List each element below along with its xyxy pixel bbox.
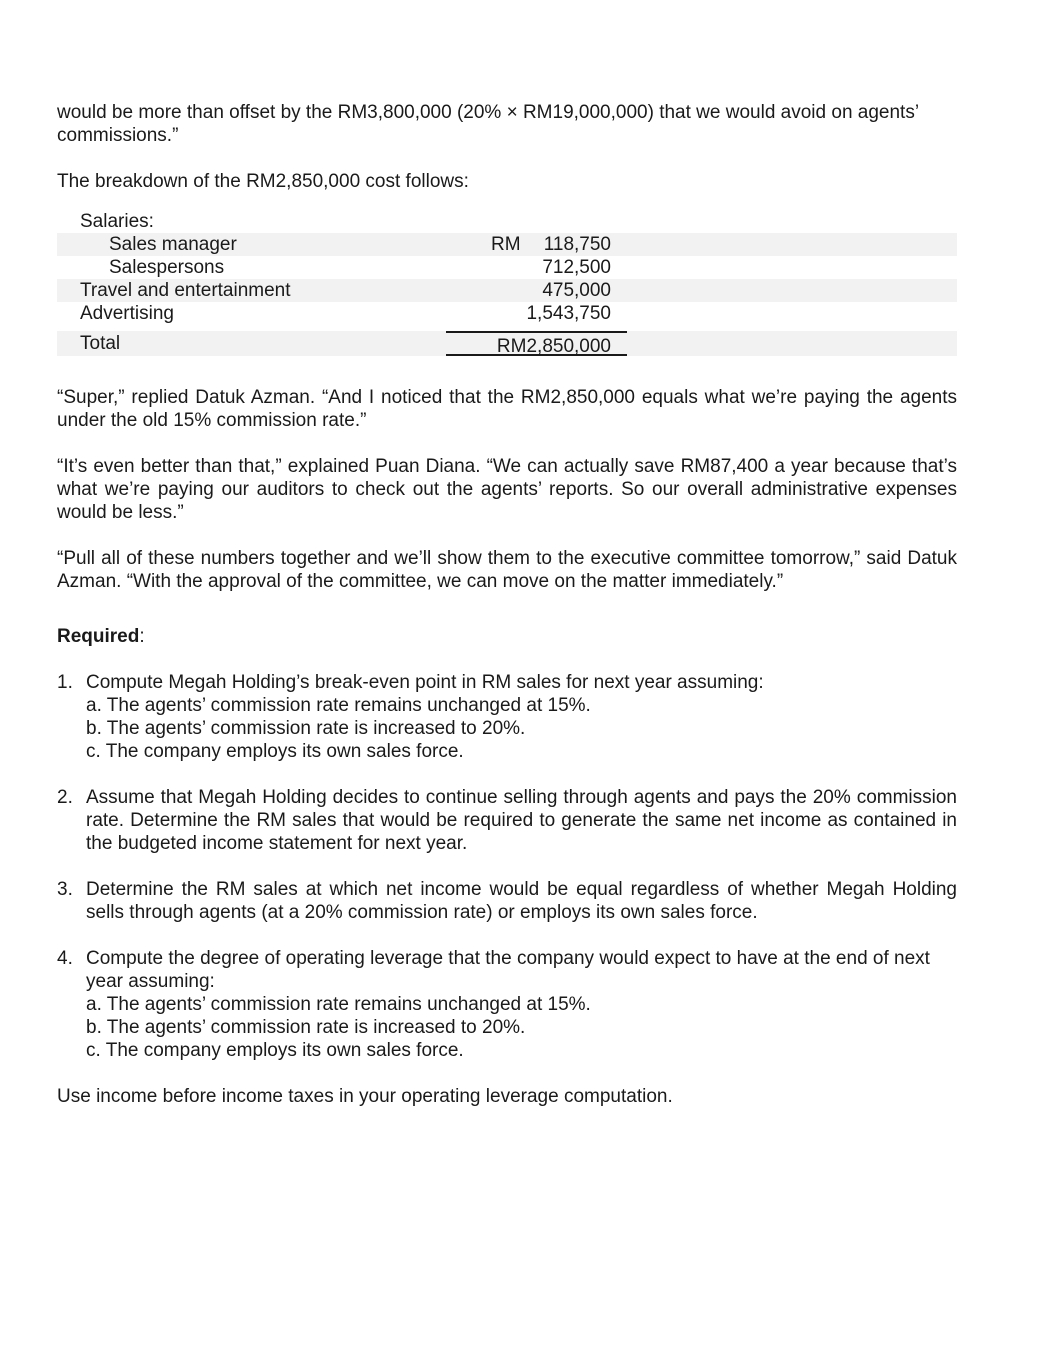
question-sub-item: b. The agents’ commission rate is increased to 20%. bbox=[86, 718, 526, 739]
question-sub-item: a. The agents’ commission rate remains unchanged at 15%. bbox=[86, 695, 591, 716]
cost-row-travel bbox=[57, 279, 957, 302]
cost-label: Advertising bbox=[80, 303, 174, 324]
breakdown-intro: The breakdown of the RM2,850,000 cost follows: bbox=[57, 171, 469, 192]
cost-row-total bbox=[57, 331, 957, 356]
document-page bbox=[57, 101, 957, 1108]
cost-label: Salespersons bbox=[109, 257, 225, 278]
cost-amount: 475,000 bbox=[542, 280, 611, 301]
question-number: 2. bbox=[57, 787, 73, 808]
question-text: Compute Megah Holding’s break-even point in RM sales for next year assuming: bbox=[86, 672, 764, 693]
super-paragraph: “Super,” replied Datuk Azman. “And I noticed that the RM2,850,000 equals what we’re paying the agents under the old 15% commission rate.” bbox=[57, 387, 957, 431]
intro-paragraph: would be more than offset by the RM3,800,000 (20% × RM19,000,000) that we would avoid on agents’ commissions.” bbox=[57, 102, 919, 146]
cost-label: Salaries: bbox=[80, 211, 154, 232]
required-questions bbox=[57, 671, 957, 1062]
question-text: Determine the RM sales at which net income would be equal regardless of whether Megah Holding sells through agents (at a 20% commission rate) or employs its own sales force. bbox=[86, 879, 957, 923]
question-sub-item: a. The agents’ commission rate remains unchanged at 15%. bbox=[86, 994, 591, 1015]
cost-breakdown-table bbox=[57, 210, 957, 356]
question-number: 3. bbox=[57, 879, 73, 900]
total-amount: RM2,850,000 bbox=[496, 336, 611, 357]
cost-label: Sales manager bbox=[109, 234, 237, 255]
question-number: 1. bbox=[57, 672, 73, 693]
question-item bbox=[57, 947, 957, 1062]
question-item bbox=[57, 878, 957, 924]
currency-prefix: RM bbox=[491, 234, 521, 255]
cost-row-advertising bbox=[57, 302, 957, 325]
question-sub-item: c. The company employs its own sales force. bbox=[86, 1040, 464, 1061]
cost-row-sales-manager bbox=[57, 233, 957, 256]
required-heading: Required: bbox=[57, 626, 145, 647]
question-sub-item: c. The company employs its own sales force. bbox=[86, 741, 464, 762]
total-label: Total bbox=[80, 333, 121, 354]
cost-amount: 1,543,750 bbox=[526, 303, 611, 324]
question-text: Assume that Megah Holding decides to continue selling through agents and pays the 20% commission rate. Determine the RM sales that would be required to generate the same net income as contained in the budgeted income statement for next year. bbox=[86, 787, 957, 854]
cost-row-salespersons bbox=[57, 256, 957, 279]
cost-amount: 712,500 bbox=[542, 257, 611, 278]
cost-label: Travel and entertainment bbox=[80, 280, 291, 301]
question-text: Compute the degree of operating leverage that the company would expect to have at the end of next year assuming: bbox=[86, 948, 930, 992]
cost-row-salaries-heading bbox=[57, 210, 957, 233]
cost-amount: 118,750 bbox=[543, 234, 611, 255]
question-number: 4. bbox=[57, 948, 73, 969]
pull-paragraph: “Pull all of these numbers together and we’ll show them to the executive committee tomorrow,” said Datuk Azman. “With the approval of the committee, we can move on the matter immediately.” bbox=[57, 548, 957, 592]
question-item bbox=[57, 671, 957, 763]
closing-note: Use income before income taxes in your operating leverage computation. bbox=[57, 1086, 673, 1107]
question-sub-item: b. The agents’ commission rate is increased to 20%. bbox=[86, 1017, 526, 1038]
question-item bbox=[57, 786, 957, 855]
better-paragraph: “It’s even better than that,” explained Puan Diana. “We can actually save RM87,400 a year because that’s what we’re paying our auditors to check out the agents’ reports. So our overall administrative expenses would be less.” bbox=[57, 456, 957, 523]
